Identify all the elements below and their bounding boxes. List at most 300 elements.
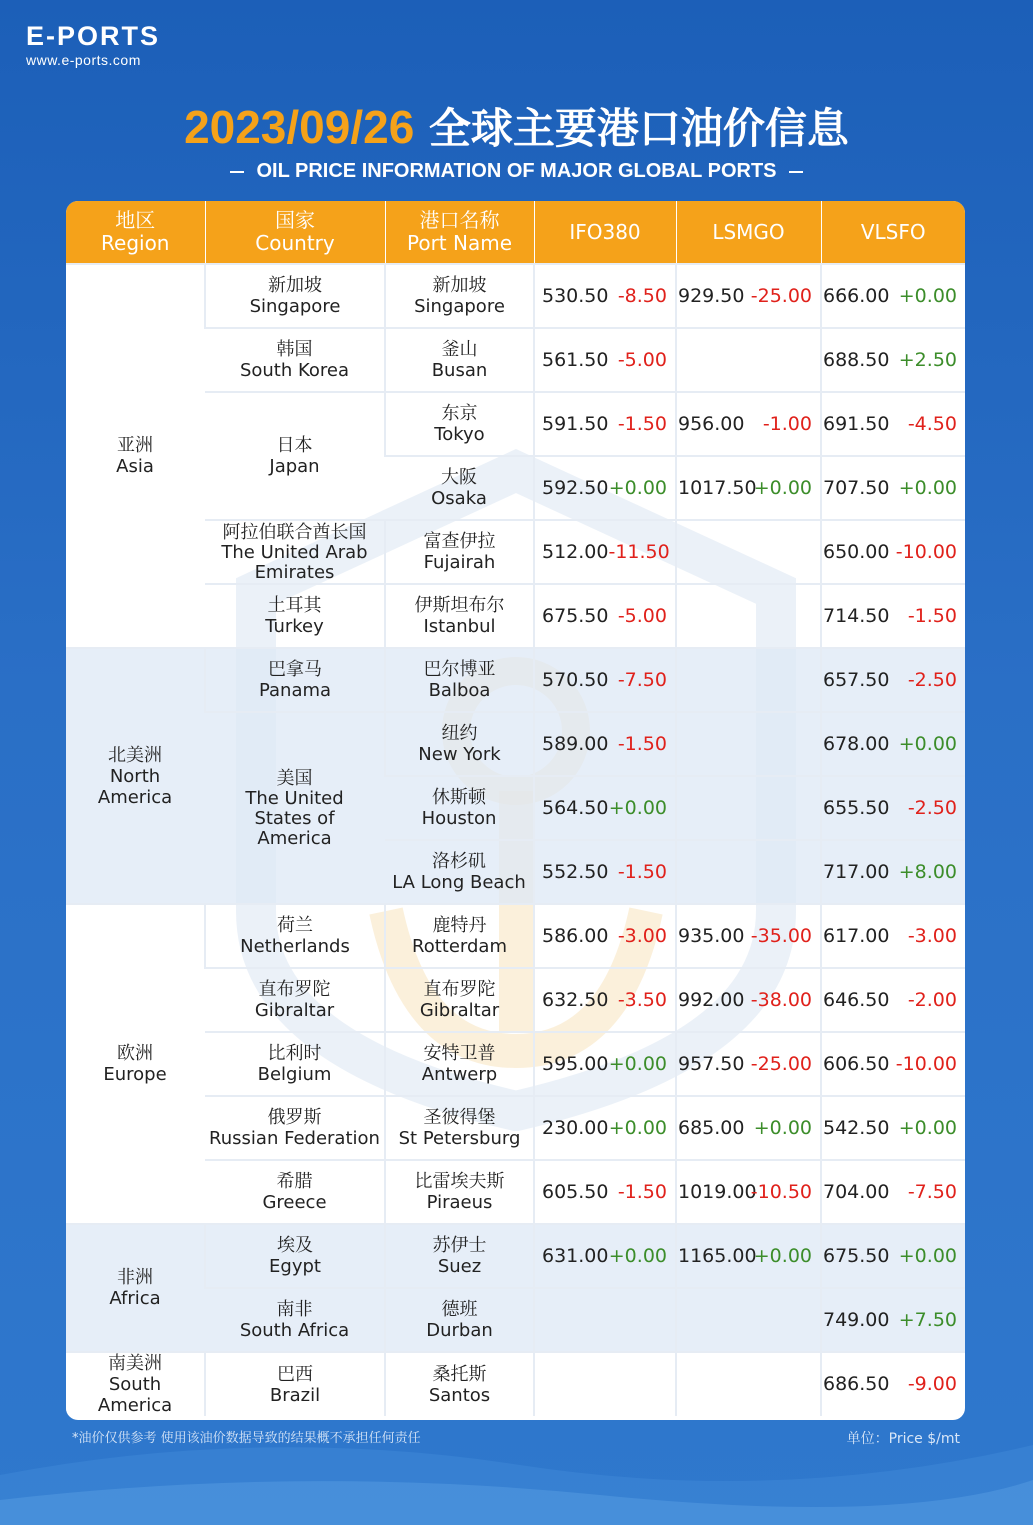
vlsfo-price xyxy=(822,649,965,711)
lsmgo-price xyxy=(677,265,820,327)
ifo380-price xyxy=(535,393,675,455)
vlsfo-change: -9.00 xyxy=(907,1373,957,1395)
lsmgo-cell xyxy=(676,456,821,520)
vlsfo-price xyxy=(822,265,965,327)
country-cell xyxy=(205,968,385,1032)
lsmgo-cell xyxy=(676,1160,821,1224)
ifo380-price xyxy=(535,905,675,967)
vlsfo-value: 688.50 xyxy=(823,348,890,371)
country-cell xyxy=(205,1224,385,1288)
lsmgo-price xyxy=(677,649,820,711)
vlsfo-change: -10.00 xyxy=(895,1052,957,1075)
vlsfo-value: 717.00 xyxy=(823,860,890,883)
lsmgo-cell xyxy=(676,392,821,456)
ifo380-change: -1.50 xyxy=(617,1180,667,1203)
ifo380-value: 564.50 xyxy=(542,796,609,819)
ifo380-cell xyxy=(534,584,676,648)
lsmgo-price xyxy=(677,713,820,775)
port-en: Houston xyxy=(421,808,497,829)
lsmgo-price xyxy=(677,457,820,519)
ifo380-change: +0.00 xyxy=(608,1052,667,1075)
lsmgo-price xyxy=(677,585,820,647)
header-ifo380: IFO380 xyxy=(534,201,676,264)
vlsfo-cell xyxy=(821,1288,965,1352)
lsmgo-cell xyxy=(676,648,821,712)
vlsfo-value: 646.50 xyxy=(823,988,890,1011)
header-en: Region xyxy=(101,231,170,255)
lsmgo-change: -1.00 xyxy=(762,412,812,435)
ifo380-price xyxy=(535,521,675,583)
vlsfo-change: +2.50 xyxy=(898,348,957,371)
ifo380-cell xyxy=(534,1288,676,1352)
port-zh: 直布罗陀 xyxy=(423,979,496,1000)
port-en: Istanbul xyxy=(423,616,496,637)
country-zh: 希腊 xyxy=(276,1171,313,1192)
header-en: Port Name xyxy=(406,231,512,255)
country-zh: 阿拉伯联合酋长国 xyxy=(222,521,367,543)
lsmgo-change: -10.50 xyxy=(750,1180,812,1203)
vlsfo-change: +0.00 xyxy=(898,1244,957,1267)
port-zh: 伊斯坦布尔 xyxy=(414,595,505,616)
country-zh: 直布罗陀 xyxy=(258,979,331,1000)
country-zh: 埃及 xyxy=(277,1235,313,1256)
port-zh: 大阪 xyxy=(441,467,477,488)
vlsfo-change: -4.50 xyxy=(907,412,957,435)
port-en: Balboa xyxy=(428,680,491,701)
ifo380-price xyxy=(535,329,675,391)
lsmgo-cell xyxy=(676,584,821,648)
country-zh: 比利时 xyxy=(267,1043,322,1064)
disclaimer-note: *油价仅供参考 使用该油价数据导致的结果概不承担任何责任 xyxy=(72,1431,421,1446)
lsmgo-cell xyxy=(676,328,821,392)
vlsfo-value: 650.00 xyxy=(823,540,890,563)
region-zh: 欧洲 xyxy=(117,1043,153,1064)
ifo380-value: 631.00 xyxy=(542,1244,609,1267)
vlsfo-price xyxy=(822,1161,965,1223)
vlsfo-price xyxy=(822,585,965,647)
port-zh: 休斯顿 xyxy=(432,787,486,808)
vlsfo-cell xyxy=(821,584,965,648)
port-zh: 东京 xyxy=(441,403,478,424)
lsmgo-price xyxy=(677,1097,820,1159)
region-cell xyxy=(66,904,205,1224)
ifo380-cell xyxy=(534,776,676,840)
vlsfo-cell xyxy=(821,328,965,392)
port-cell xyxy=(385,392,534,456)
ifo380-value: 605.50 xyxy=(542,1180,609,1203)
ifo380-change: +0.00 xyxy=(608,476,667,499)
vlsfo-value: 606.50 xyxy=(823,1052,890,1075)
ifo380-cell xyxy=(534,520,676,584)
country-en: Greece xyxy=(262,1192,327,1213)
title-text: 全球主要港口油价信息 xyxy=(428,104,849,153)
table-row xyxy=(66,648,965,712)
country-cell xyxy=(205,1288,385,1352)
lsmgo-price xyxy=(677,905,820,967)
port-cell xyxy=(385,264,534,328)
vlsfo-change: -2.50 xyxy=(907,796,957,819)
country-zh: 韩国 xyxy=(276,339,313,360)
country-zh: 巴西 xyxy=(277,1363,313,1385)
vlsfo-value: 666.00 xyxy=(823,284,890,307)
header-region xyxy=(66,201,205,264)
port-cell xyxy=(385,904,534,968)
vlsfo-cell xyxy=(821,1224,965,1288)
vlsfo-value: 678.00 xyxy=(823,732,890,755)
header-vlsfo: VLSFO xyxy=(821,201,965,264)
lsmgo-cell xyxy=(676,712,821,776)
lsmgo-value: 1017.50 xyxy=(678,476,757,499)
ifo380-change: -8.50 xyxy=(617,284,667,307)
ifo380-value: 530.50 xyxy=(542,284,609,307)
region-en: South America xyxy=(97,1374,173,1416)
ifo380-price xyxy=(535,777,675,839)
vlsfo-price xyxy=(822,1289,965,1351)
vlsfo-price xyxy=(822,329,965,391)
lsmgo-price xyxy=(677,393,820,455)
lsmgo-cell xyxy=(676,520,821,584)
port-en: Rotterdam xyxy=(412,936,507,957)
logo xyxy=(26,20,160,68)
ifo380-cell xyxy=(534,648,676,712)
country-en: Panama xyxy=(258,680,332,701)
country-en: South Korea xyxy=(239,360,350,381)
vlsfo-cell xyxy=(821,968,965,1032)
port-zh: 苏伊士 xyxy=(432,1235,487,1256)
vlsfo-price xyxy=(822,1225,965,1287)
ifo380-value: 595.00 xyxy=(542,1052,609,1075)
lsmgo-price xyxy=(677,841,820,903)
ifo380-cell xyxy=(534,264,676,328)
ifo380-price xyxy=(535,1033,675,1095)
lsmgo-change: +0.00 xyxy=(753,1116,812,1139)
port-cell xyxy=(385,1288,534,1352)
ifo380-cell xyxy=(534,1224,676,1288)
ifo380-value: 230.00 xyxy=(542,1116,609,1139)
page-title xyxy=(0,96,1033,160)
header-port-name xyxy=(385,201,534,264)
port-zh: 富查伊拉 xyxy=(423,531,496,552)
lsmgo-price xyxy=(677,969,820,1031)
country-en: Turkey xyxy=(265,616,324,637)
vlsfo-change: +0.00 xyxy=(898,476,957,499)
country-zh: 美国 xyxy=(276,767,313,789)
port-cell xyxy=(385,712,534,776)
lsmgo-cell xyxy=(676,1096,821,1160)
region-cell xyxy=(66,264,205,648)
country-en: Gibraltar xyxy=(254,1000,335,1021)
country-cell xyxy=(205,1032,385,1096)
country-en: Belgium xyxy=(257,1064,332,1085)
ifo380-price xyxy=(535,1289,675,1351)
country-zh: 日本 xyxy=(276,435,313,456)
country-en: Brazil xyxy=(269,1384,321,1406)
table-body xyxy=(66,264,965,1416)
vlsfo-change: +0.00 xyxy=(898,1116,957,1139)
country-cell xyxy=(205,520,385,584)
country-cell xyxy=(205,712,385,904)
lsmgo-price xyxy=(677,1033,820,1095)
table-row xyxy=(66,904,965,968)
port-zh: 桑托斯 xyxy=(432,1363,487,1385)
ifo380-cell xyxy=(534,456,676,520)
port-zh: 德班 xyxy=(441,1299,478,1320)
ifo380-price xyxy=(535,1097,675,1159)
price-table xyxy=(66,201,965,1416)
port-cell xyxy=(385,968,534,1032)
country-zh: 土耳其 xyxy=(267,595,322,616)
ifo380-price xyxy=(535,713,675,775)
vlsfo-value: 714.50 xyxy=(823,604,890,627)
country-en: Japan xyxy=(269,456,320,477)
ifo380-change: -1.50 xyxy=(617,412,667,435)
lsmgo-cell xyxy=(676,776,821,840)
vlsfo-cell xyxy=(821,520,965,584)
vlsfo-cell xyxy=(821,840,965,904)
vlsfo-price xyxy=(822,905,965,967)
ifo380-value: 675.50 xyxy=(542,604,609,627)
ifo380-cell xyxy=(534,712,676,776)
country-cell xyxy=(205,1096,385,1160)
port-en: Singapore xyxy=(414,296,505,317)
vlsfo-price xyxy=(822,1097,965,1159)
vlsfo-value: 691.50 xyxy=(823,412,890,435)
lsmgo-price xyxy=(677,777,820,839)
vlsfo-change: -2.50 xyxy=(907,668,957,691)
port-zh: 新加坡 xyxy=(432,275,487,296)
title-date: 2023/09/26 xyxy=(184,101,415,153)
ifo380-price xyxy=(535,649,675,711)
table-header-row xyxy=(66,201,965,264)
country-zh: 荷兰 xyxy=(277,915,313,936)
lsmgo-value: 935.00 xyxy=(678,924,745,947)
port-en: LA Long Beach xyxy=(392,872,526,893)
ifo380-price xyxy=(535,1161,675,1223)
port-zh: 洛杉矶 xyxy=(432,851,486,872)
vlsfo-price xyxy=(822,713,965,775)
lsmgo-value: 685.00 xyxy=(678,1116,745,1139)
ifo380-cell xyxy=(534,328,676,392)
vlsfo-value: 704.00 xyxy=(823,1180,890,1203)
lsmgo-cell xyxy=(676,1288,821,1352)
lsmgo-change: +0.00 xyxy=(753,476,812,499)
region-zh: 亚洲 xyxy=(117,435,153,456)
vlsfo-value: 686.50 xyxy=(823,1373,890,1395)
lsmgo-cell xyxy=(676,1032,821,1096)
port-cell xyxy=(385,776,534,840)
port-cell xyxy=(385,520,534,584)
lsmgo-value: 929.50 xyxy=(678,284,745,307)
lsmgo-price xyxy=(677,1225,820,1287)
lsmgo-value: 1165.00 xyxy=(678,1244,757,1267)
port-cell xyxy=(385,1224,534,1288)
ifo380-change: -3.00 xyxy=(617,924,667,947)
subtitle-dash-left xyxy=(230,171,244,173)
region-zh: 非洲 xyxy=(117,1267,153,1288)
vlsfo-price xyxy=(822,521,965,583)
region-cell xyxy=(66,1224,205,1352)
vlsfo-value: 655.50 xyxy=(823,796,890,819)
vlsfo-price xyxy=(822,969,965,1031)
vlsfo-price xyxy=(822,1033,965,1095)
region-en: Europe xyxy=(103,1064,167,1085)
lsmgo-price xyxy=(677,329,820,391)
vlsfo-value: 675.50 xyxy=(823,1244,890,1267)
vlsfo-change: +0.00 xyxy=(898,284,957,307)
port-en: Osaka xyxy=(431,488,487,509)
vlsfo-change: -3.00 xyxy=(907,924,957,947)
header-lsmgo: LSMGO xyxy=(676,201,821,264)
lsmgo-price xyxy=(677,1289,820,1351)
vlsfo-value: 657.50 xyxy=(823,668,890,691)
lsmgo-change: -25.00 xyxy=(750,1052,812,1075)
ifo380-cell xyxy=(534,840,676,904)
country-en: South Africa xyxy=(239,1320,350,1341)
country-zh: 俄罗斯 xyxy=(267,1107,322,1128)
vlsfo-price xyxy=(822,457,965,519)
country-en: The United States of America xyxy=(245,787,344,849)
vlsfo-change: +8.00 xyxy=(898,860,957,883)
vlsfo-price xyxy=(822,393,965,455)
port-zh: 安特卫普 xyxy=(423,1043,496,1064)
ifo380-change: -11.50 xyxy=(608,540,670,563)
ifo380-cell xyxy=(534,392,676,456)
port-cell xyxy=(385,1032,534,1096)
unit-label: 单位：Price $/mt xyxy=(846,1431,960,1447)
lsmgo-cell xyxy=(676,840,821,904)
region-zh: 北美洲 xyxy=(108,744,162,766)
vlsfo-cell xyxy=(821,904,965,968)
country-zh: 南非 xyxy=(276,1299,313,1320)
ifo380-cell xyxy=(534,1160,676,1224)
port-en: St Petersburg xyxy=(398,1128,521,1149)
country-cell xyxy=(205,648,385,712)
ifo380-change: -1.50 xyxy=(617,860,667,883)
ifo380-change: -5.00 xyxy=(617,348,667,371)
vlsfo-cell xyxy=(821,456,965,520)
ifo380-price xyxy=(535,265,675,327)
lsmgo-cell xyxy=(676,264,821,328)
port-zh: 纽约 xyxy=(441,723,478,744)
logo-url: www.e-ports.com xyxy=(26,52,141,68)
port-en: Antwerp xyxy=(421,1064,498,1085)
vlsfo-change: -7.50 xyxy=(907,1180,957,1203)
ifo380-change: +0.00 xyxy=(608,1116,667,1139)
port-en: Santos xyxy=(428,1384,491,1406)
port-zh: 巴尔博亚 xyxy=(423,659,496,680)
port-zh: 鹿特丹 xyxy=(432,915,487,936)
decorative-wave xyxy=(0,1405,1033,1525)
port-en: Suez xyxy=(437,1256,482,1277)
vlsfo-cell xyxy=(821,1096,965,1160)
ifo380-price xyxy=(535,457,675,519)
table-row xyxy=(66,1224,965,1288)
country-en: Russian Federation xyxy=(209,1128,380,1149)
region-cell xyxy=(66,648,205,904)
port-en: Piraeus xyxy=(426,1192,493,1213)
lsmgo-value: 1019.00 xyxy=(678,1180,757,1203)
vlsfo-cell xyxy=(821,776,965,840)
header-zh: 国家 xyxy=(275,208,315,232)
port-en: Durban xyxy=(426,1320,493,1341)
country-zh: 巴拿马 xyxy=(268,659,322,680)
lsmgo-change: +0.00 xyxy=(753,1244,812,1267)
subtitle-dash-right xyxy=(789,171,803,173)
header-zh: 地区 xyxy=(115,208,156,232)
ifo380-change: +0.00 xyxy=(608,1244,667,1267)
vlsfo-cell xyxy=(821,392,965,456)
vlsfo-value: 617.00 xyxy=(823,924,890,947)
region-en: North America xyxy=(97,765,173,808)
lsmgo-value: 992.00 xyxy=(678,988,745,1011)
vlsfo-cell xyxy=(821,1032,965,1096)
vlsfo-cell xyxy=(821,712,965,776)
port-cell xyxy=(385,456,534,520)
port-cell xyxy=(385,1096,534,1160)
port-zh: 比雷埃夫斯 xyxy=(414,1171,505,1192)
port-en: Tokyo xyxy=(434,424,485,445)
vlsfo-change: +0.00 xyxy=(898,732,957,755)
ifo380-cell xyxy=(534,904,676,968)
subtitle-text: OIL PRICE INFORMATION OF MAJOR GLOBAL PORTS xyxy=(256,160,777,182)
country-en: Egypt xyxy=(269,1256,321,1277)
port-zh: 釜山 xyxy=(441,339,478,360)
ifo380-price xyxy=(535,585,675,647)
region-zh: 南美洲 xyxy=(108,1353,162,1374)
port-en: Busan xyxy=(431,360,488,381)
ifo380-change: -7.50 xyxy=(617,668,667,691)
header-country xyxy=(205,201,385,264)
lsmgo-cell xyxy=(676,968,821,1032)
port-cell xyxy=(385,328,534,392)
ifo380-value: 592.50 xyxy=(542,476,609,499)
ifo380-value: 561.50 xyxy=(542,348,609,371)
ifo380-value: 552.50 xyxy=(542,860,609,883)
country-en: The United Arab Emirates xyxy=(221,541,368,583)
ifo380-change: -1.50 xyxy=(617,732,667,755)
ifo380-price xyxy=(535,841,675,903)
vlsfo-cell xyxy=(821,264,965,328)
country-zh: 新加坡 xyxy=(268,275,322,296)
port-en: Fujairah xyxy=(423,552,496,573)
country-cell xyxy=(205,904,385,968)
logo-wordmark: E-PORTS xyxy=(26,21,161,51)
vlsfo-price xyxy=(822,841,965,903)
country-cell xyxy=(205,1160,385,1224)
country-cell xyxy=(205,264,385,328)
region-en: Africa xyxy=(109,1288,161,1309)
lsmgo-value: 956.00 xyxy=(678,412,745,435)
ifo380-price xyxy=(535,969,675,1031)
lsmgo-cell xyxy=(676,1224,821,1288)
ifo380-value: 570.50 xyxy=(542,668,609,691)
lsmgo-change: -38.00 xyxy=(750,988,812,1011)
country-cell xyxy=(205,328,385,392)
ifo380-change: +0.00 xyxy=(608,796,667,819)
country-en: Netherlands xyxy=(240,936,350,957)
port-cell xyxy=(385,1160,534,1224)
ifo380-cell xyxy=(534,1032,676,1096)
ifo380-value: 586.00 xyxy=(542,924,609,947)
port-en: New York xyxy=(418,744,501,765)
lsmgo-change: -35.00 xyxy=(750,924,812,947)
lsmgo-price xyxy=(677,521,820,583)
vlsfo-value: 749.00 xyxy=(823,1308,890,1331)
country-cell xyxy=(205,584,385,648)
vlsfo-cell xyxy=(821,1160,965,1224)
vlsfo-cell xyxy=(821,648,965,712)
ifo380-value: 512.00 xyxy=(542,540,609,563)
